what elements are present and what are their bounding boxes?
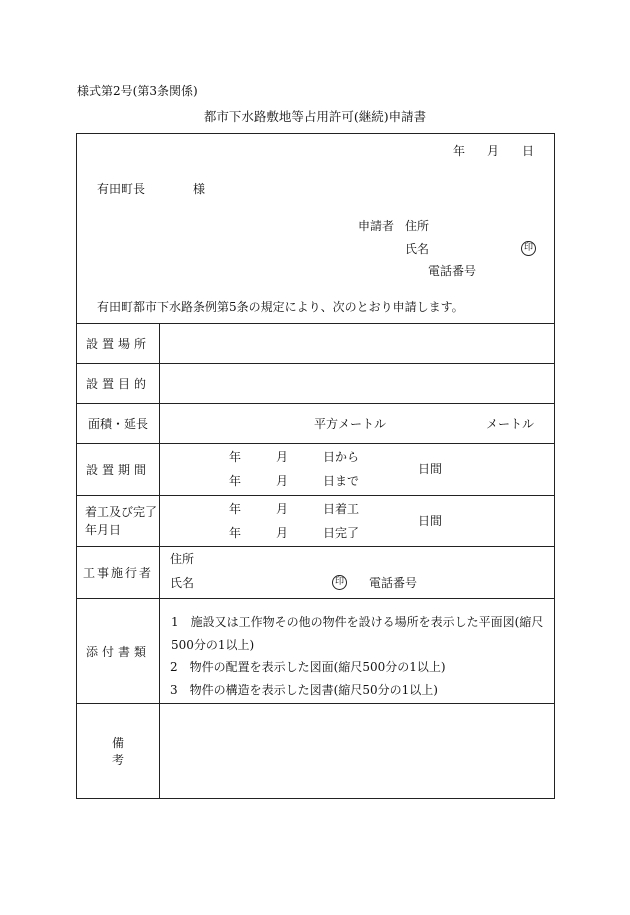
applicant-label: 申請者	[358, 219, 395, 233]
construction-end-year: 年	[229, 526, 242, 540]
location-label: 設置場所	[85, 337, 150, 351]
period-to-year: 年	[229, 474, 242, 488]
date-year: 年	[453, 144, 466, 158]
seal-icon: 印	[332, 575, 347, 590]
contractor-name-label: 氏名	[170, 576, 195, 590]
contractor-address-label: 住所	[170, 552, 195, 566]
construction-start-day: 日着工	[323, 502, 360, 516]
list-item: 3 物件の構造を表示した図書(縮尺50分の1以上)	[170, 682, 438, 697]
form-number: 様式第2号(第3条関係)	[77, 84, 198, 98]
period-to-month: 月	[276, 474, 289, 488]
addressee: 有田町長	[97, 182, 146, 196]
applicant-phone-label: 電話番号	[428, 264, 477, 278]
length-unit: メートル	[486, 417, 535, 431]
column-divider	[159, 323, 160, 798]
construction-start-year: 年	[229, 502, 242, 516]
period-to-day: 日まで	[323, 474, 360, 488]
contractor-phone-label: 電話番号	[369, 576, 418, 590]
attachment-list	[170, 611, 550, 701]
construction-end-month: 月	[276, 526, 289, 540]
period-from-month: 月	[276, 450, 289, 464]
period-from-year: 年	[229, 450, 242, 464]
list-item: 1 施設又は工作物その他の物件を設ける場所を表示した平面図(縮尺500分の1以上)	[171, 615, 544, 652]
application-statement: 有田町都市下水路条例第5条の規定により、次のとおり申請します。	[97, 300, 464, 314]
construction-label: 着工及び完了年月日	[85, 505, 158, 537]
construction-end-day: 日完了	[323, 526, 360, 540]
honorific: 様	[193, 182, 206, 196]
date-month: 月	[487, 144, 500, 158]
contractor-label: 工事施行者	[82, 566, 153, 580]
applicant-name-label: 氏名	[405, 242, 430, 256]
list-item: 2 物件の配置を表示した図面(縮尺500分の1以上)	[170, 660, 446, 674]
purpose-label: 設置目的	[85, 377, 150, 391]
period-days: 日間	[418, 462, 443, 476]
area-length-label: 面積・延長	[87, 417, 148, 431]
seal-icon: 印	[521, 241, 536, 256]
date-day: 日	[522, 144, 535, 158]
period-from-day: 日から	[323, 450, 360, 464]
attachments-label: 添付書類	[85, 644, 150, 659]
construction-days: 日間	[418, 514, 443, 528]
period-label: 設置期間	[85, 463, 150, 477]
construction-start-month: 月	[276, 502, 289, 516]
document-title: 都市下水路敷地等占用許可(継続)申請書	[203, 109, 427, 124]
remarks-label: 備考	[112, 736, 167, 767]
area-unit: 平方メートル	[314, 417, 387, 431]
applicant-address-label: 住所	[405, 219, 430, 233]
